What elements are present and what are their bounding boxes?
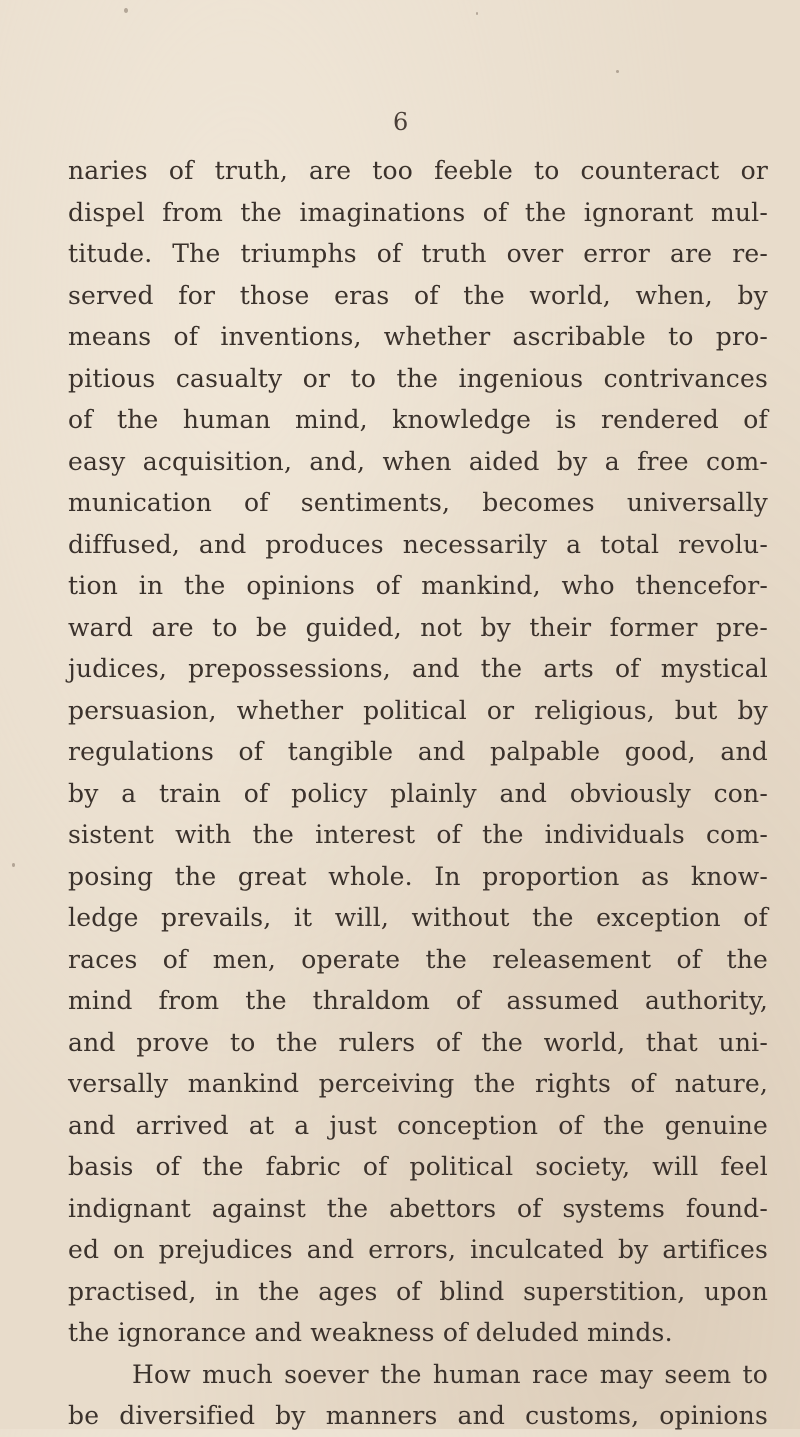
text-line: tion in the opinions of mankind, who thencefor- <box>68 571 768 600</box>
text-line: How much soever the human race may seem to <box>132 1359 768 1389</box>
text-line: versally mankind perceiving the rights of nature, <box>68 1069 768 1098</box>
paper-speck <box>616 70 619 73</box>
paper-speck <box>124 8 128 13</box>
text-line: ledge prevails, it will, without the exception of <box>68 903 768 932</box>
paper-speck <box>476 12 478 15</box>
text-line: munication of sentiments, becomes universally <box>68 488 768 517</box>
body-text <box>68 150 768 1437</box>
text-line: regulations of tangible and palpable good, and <box>68 737 768 766</box>
text-line: races of men, operate the releasement of the <box>68 944 768 974</box>
paper-speck <box>12 863 15 867</box>
text-line: basis of the fabric of political society, will feel <box>68 1152 768 1181</box>
text-line: indignant against the abettors of systems found- <box>68 1193 768 1223</box>
text-line: dispel from the imaginations of the ignorant mul- <box>68 197 768 227</box>
text-line: pitious casualty or to the ingenious contrivances <box>68 363 768 393</box>
text-line: mind from the thraldom of assumed authority, <box>68 986 768 1015</box>
text-line: the ignorance and weakness of deluded minds. <box>68 1318 673 1347</box>
text-line: sistent with the interest of the individuals com- <box>68 820 768 849</box>
page-number: 6 <box>393 108 409 136</box>
text-line: by a train of policy plainly and obviously con- <box>68 778 768 808</box>
text-line: practised, in the ages of blind superstition, upon <box>68 1276 768 1306</box>
text-line: of the human mind, knowledge is rendered of <box>68 405 768 434</box>
text-line: titude. The triumphs of truth over error are re- <box>68 239 768 268</box>
text-line: served for those eras of the world, when, by <box>68 280 768 310</box>
text-line: and prove to the rulers of the world, that uni- <box>68 1027 768 1057</box>
text-line: persuasion, whether political or religious, but by <box>68 695 768 725</box>
text-line: and arrived at a just conception of the genuine <box>68 1110 768 1140</box>
text-line: means of inventions, whether ascribable to pro- <box>68 322 768 351</box>
text-line: posing the great whole. In proportion as know- <box>68 861 768 891</box>
text-line: easy acquisition, and, when aided by a free com- <box>68 446 768 476</box>
text-line: be diversified by manners and customs, opinions <box>68 1401 768 1430</box>
text-line: judices, prepossessions, and the arts of mystical <box>68 654 768 683</box>
text-line: naries of truth, are too feeble to counteract or <box>68 156 768 185</box>
text-line: diffused, and produces necessarily a total revolu- <box>68 529 768 559</box>
text-line: ed on prejudices and errors, inculcated by artifices <box>68 1235 768 1264</box>
text-line: ward are to be guided, not by their former pre- <box>68 612 768 642</box>
